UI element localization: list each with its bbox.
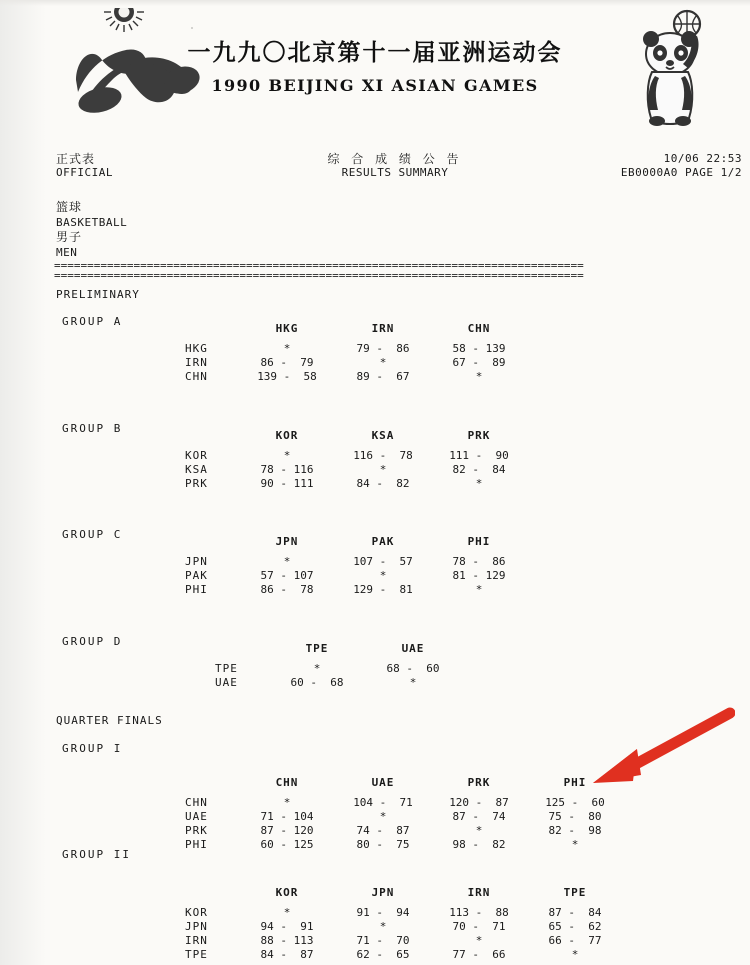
score-cell: 60 - 68 [290,676,344,689]
score-cell: * [283,342,291,355]
group-label-a: GROUP A [62,315,123,328]
table-row [185,824,623,838]
phase-heading-quarter-finals: QUARTER FINALS [56,714,163,727]
score-cell: 71 - 70 [356,934,410,947]
doc-title-block [300,152,490,180]
table-corner-cell [185,776,239,796]
row-header-chn: CHN [185,370,208,383]
row-header-irn: IRN [185,934,208,947]
table-corner-cell [185,535,239,555]
table-row [185,449,527,463]
table-header-row [185,776,623,796]
column-header-ksa: KSA [371,429,395,442]
table-corner-cell [215,642,269,662]
score-cell: 90 - 111 [260,477,314,490]
score-cell: 111 - 90 [449,449,509,462]
score-cell: * [475,370,483,383]
score-cell: 104 - 71 [353,796,413,809]
official-label-en: OFFICIAL [56,166,113,179]
group-label-i: GROUP I [62,742,123,755]
table-row [185,583,527,597]
document-reference: EB0000A0 PAGE 1/2 [620,166,742,179]
column-header-kor: KOR [275,429,299,442]
score-cell: 89 - 67 [356,370,410,383]
score-cell: * [571,948,579,961]
column-header-irn: IRN [467,886,491,899]
results-grid-group-a [185,322,527,384]
score-cell: 139 - 58 [257,370,317,383]
table-row [215,676,461,690]
row-header-ksa: KSA [185,463,208,476]
score-cell: * [475,477,483,490]
row-header-jpn: JPN [185,920,208,933]
score-cell: 129 - 81 [353,583,413,596]
score-cell: 62 - 65 [356,948,410,961]
table-row [185,906,623,920]
column-header-pak: PAK [371,535,395,548]
score-cell: 84 - 87 [260,948,314,961]
group-label-c: GROUP C [62,528,123,541]
score-cell: 116 - 78 [353,449,413,462]
timestamp: 10/06 22:53 [663,152,742,165]
results-grid-group-c [185,535,527,597]
score-cell: * [379,920,387,933]
column-header-chn: CHN [467,322,491,335]
row-header-irn: IRN [185,356,208,369]
row-header-phi: PHI [185,838,208,851]
sport-label-cn: 篮球 [56,200,83,214]
row-header-prk: PRK [185,477,208,490]
sport-block [56,200,127,260]
score-cell: 87 - 84 [548,906,602,919]
score-cell: 113 - 88 [449,906,509,919]
score-cell: * [475,583,483,596]
results-grid-group-b [185,429,527,491]
column-header-uae: UAE [401,642,425,655]
table-row [185,370,527,384]
table-row [185,796,623,810]
document-header [0,0,750,140]
score-cell: 120 - 87 [449,796,509,809]
doc-title-en: RESULTS SUMMARY [341,166,449,179]
row-header-jpn: JPN [185,555,208,568]
results-grid-group-d [215,642,461,690]
table-corner-cell [185,886,239,906]
column-header-tpe: TPE [305,642,329,655]
table-row [215,662,461,676]
score-cell: 87 - 74 [452,810,506,823]
panda-mascot-icon [625,6,720,131]
score-cell: 66 - 77 [548,934,602,947]
event-label-cn: 男子 [56,230,83,244]
results-table [215,642,461,690]
table-row [185,463,527,477]
table-corner-cell [185,322,239,342]
table-header-row [185,535,527,555]
table-row [185,920,623,934]
column-header-chn: CHN [275,776,299,789]
table-header-row [185,886,623,906]
column-header-jpn: JPN [371,886,395,899]
score-cell: 91 - 94 [356,906,410,919]
title-english: 1990 BEIJING XI ASIAN GAMES [211,76,539,95]
score-cell: 88 - 113 [260,934,314,947]
score-cell: 98 - 82 [452,838,506,851]
score-cell: * [379,356,387,369]
column-header-prk: PRK [467,776,491,789]
doc-title-cn: 综 合 成 绩 公 告 [327,152,463,166]
score-cell: 87 - 120 [260,824,314,837]
score-cell: 60 - 125 [260,838,314,851]
score-cell: 58 - 139 [452,342,506,355]
score-cell: 80 - 75 [356,838,410,851]
score-cell: 68 - 60 [386,662,440,675]
score-cell: * [475,824,483,837]
score-cell: 125 - 60 [545,796,605,809]
score-cell: 65 - 62 [548,920,602,933]
table-row [185,810,623,824]
score-cell: * [313,662,321,675]
results-body [0,284,750,965]
score-cell: * [409,676,417,689]
score-cell: * [283,555,291,568]
table-row [185,838,623,852]
results-table [185,535,527,597]
score-cell: * [379,569,387,582]
results-grid-group-i [185,776,623,852]
table-corner-cell [185,429,239,449]
score-cell: * [283,796,291,809]
column-header-phi: PHI [563,776,587,789]
results-grid-group-ii [185,886,623,962]
score-cell: 57 - 107 [260,569,314,582]
score-cell: 78 - 86 [452,555,506,568]
group-label-ii: GROUP II [62,848,131,861]
table-row [185,356,527,370]
table-row [185,569,527,583]
score-cell: 82 - 84 [452,463,506,476]
score-cell: 107 - 57 [353,555,413,568]
score-cell: * [475,934,483,947]
row-header-hkg: HKG [185,342,208,355]
row-header-prk: PRK [185,824,208,837]
group-label-b: GROUP B [62,422,123,435]
table-row [185,477,527,491]
sport-label-en: BASKETBALL [56,216,128,229]
row-header-kor: KOR [185,449,208,462]
score-cell: 81 - 129 [452,569,506,582]
official-label-cn: 正式表 [56,152,96,166]
table-header-row [185,429,527,449]
table-header-row [185,322,527,342]
row-header-tpe: TPE [185,948,208,961]
title-chinese: 一九九〇北京第十一届亚洲运动会 [187,40,563,66]
doc-stamp-block [621,152,742,180]
results-table [185,429,527,491]
column-header-irn: IRN [371,322,395,335]
row-header-phi: PHI [185,583,208,596]
table-row [185,342,527,356]
divider [54,262,744,280]
score-cell: 79 - 86 [356,342,410,355]
score-cell: 84 - 82 [356,477,410,490]
event-label-en: MEN [56,246,78,259]
score-cell: * [283,906,291,919]
column-header-phi: PHI [467,535,491,548]
official-block [56,152,113,180]
row-header-uae: UAE [215,676,238,689]
score-cell: * [379,463,387,476]
score-cell: 67 - 89 [452,356,506,369]
row-header-tpe: TPE [215,662,238,675]
score-cell: 70 - 71 [452,920,506,933]
score-cell: 94 - 91 [260,920,314,933]
score-cell: 77 - 66 [452,948,506,961]
column-header-hkg: HKG [275,322,299,335]
score-cell: * [283,449,291,462]
column-header-prk: PRK [467,429,491,442]
score-cell: 71 - 104 [260,810,314,823]
score-cell: * [379,810,387,823]
table-row [185,555,527,569]
row-header-chn: CHN [185,796,208,809]
divider-line-2: ================================================================================ [54,269,584,280]
results-table [185,886,623,962]
column-header-kor: KOR [275,886,299,899]
divider-line-1: ================================================================================ [54,262,584,272]
score-cell: 75 - 80 [548,810,602,823]
row-header-kor: KOR [185,906,208,919]
results-table [185,776,623,852]
row-header-uae: UAE [185,810,208,823]
table-row [185,934,623,948]
table-row [185,948,623,962]
score-cell: 86 - 78 [260,583,314,596]
score-cell: 82 - 98 [548,824,602,837]
column-header-tpe: TPE [563,886,587,899]
column-header-uae: UAE [371,776,395,789]
score-cell: 86 - 79 [260,356,314,369]
group-label-d: GROUP D [62,635,123,648]
score-cell: 78 - 116 [260,463,314,476]
results-table [185,322,527,384]
document-meta [0,152,750,262]
table-header-row [215,642,461,662]
column-header-jpn: JPN [275,535,299,548]
row-header-pak: PAK [185,569,208,582]
score-cell: 74 - 87 [356,824,410,837]
phase-heading-preliminary: PRELIMINARY [56,288,140,301]
score-cell: * [571,838,579,851]
